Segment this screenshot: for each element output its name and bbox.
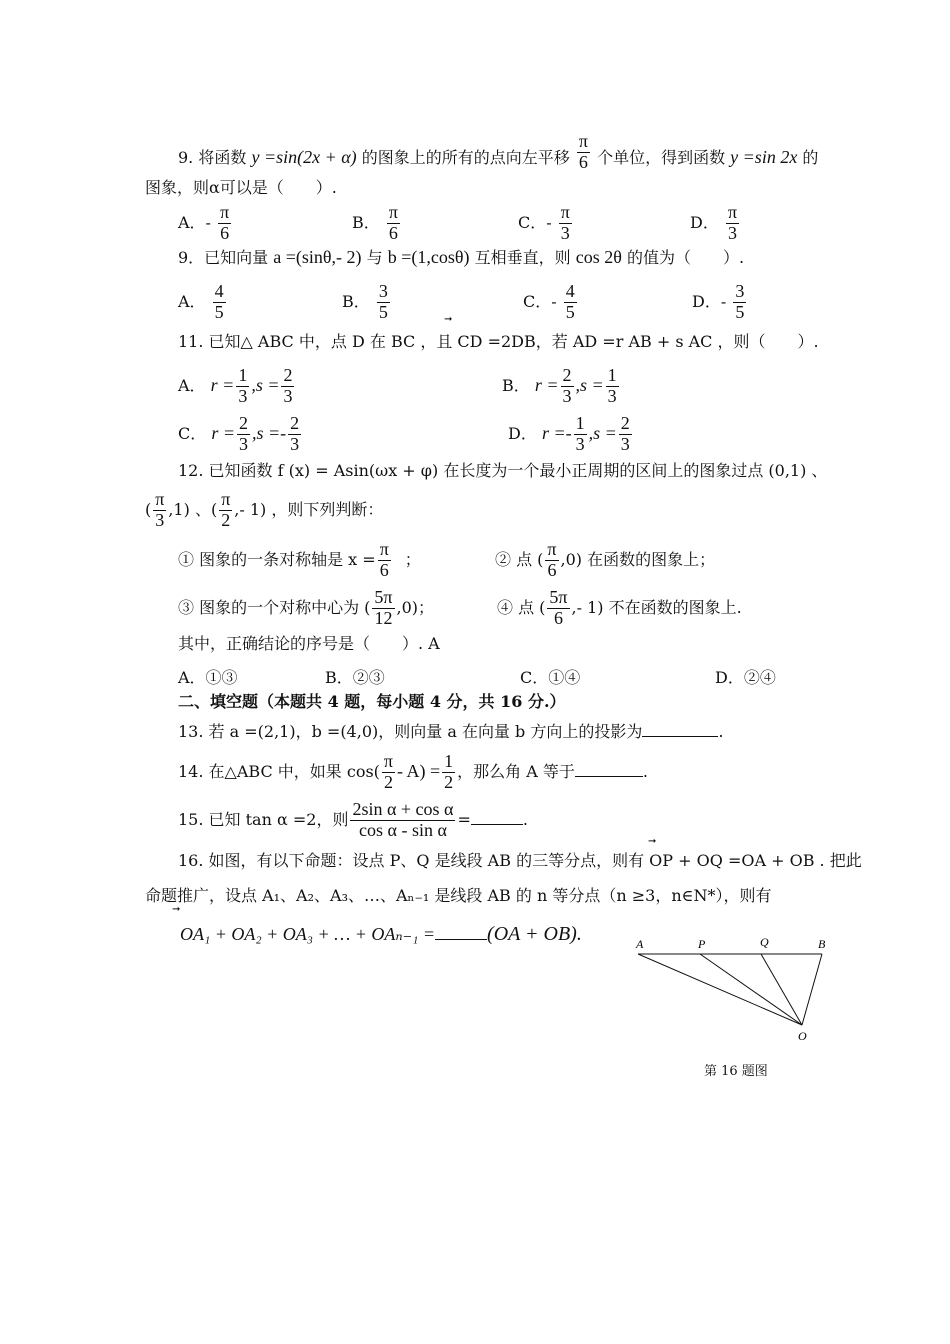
q9b-vec-a: a =(sinθ,- 2) (273, 247, 362, 267)
segment-ao (638, 954, 802, 1025)
figure-16 (630, 932, 860, 1052)
label-b: B (818, 937, 826, 951)
period: . (522, 809, 528, 829)
statement-end: ,0) 在函数的图象上； (560, 549, 716, 569)
q12-statement-3 (178, 588, 434, 629)
frac-den: cos α - sin α (359, 819, 447, 840)
frac-num: 4 (214, 281, 224, 301)
q15-frac (350, 800, 455, 841)
statement-frac (545, 540, 558, 581)
frac-num: π (155, 489, 165, 509)
option-label: D．- (692, 291, 727, 311)
frac-den: 5 (214, 301, 224, 322)
frac-den: 12 (374, 607, 393, 628)
r-label: r = (210, 374, 235, 395)
frac-den: 3 (575, 433, 585, 454)
frac-num: π (220, 202, 230, 222)
frac-den: 5 (735, 301, 745, 322)
statement-text: ④ 点 ( (497, 597, 546, 617)
q9a-option-d[interactable] (690, 203, 741, 244)
answer-blank[interactable] (642, 722, 718, 737)
s-frac (606, 366, 619, 407)
label-o: O (798, 1029, 807, 1043)
q12-option-b[interactable]: B．②③ (325, 668, 385, 687)
frac-num: 2 (562, 365, 572, 385)
q9a-func2: y =sin 2x (730, 146, 798, 167)
q14-frac1 (382, 752, 395, 793)
q9b-prefix: 9．已知向量 (178, 248, 269, 267)
q12-option-d[interactable]: D．②④ (715, 668, 776, 687)
frac-num: 3 (378, 281, 388, 301)
frac-den: 3 (239, 433, 248, 454)
q16-line1: 16. 如图，有以下命题：设点 P、Q 是线段 AB 的三等分点，则有 OP + OQ =OA + OB . 把此 (178, 851, 862, 870)
q16-sum: OA₁ + OA₂ + OA₃ + … + OAₙ₋₁ = (180, 924, 436, 944)
statement-text: ② 点 ( (495, 549, 544, 569)
option-label: B． (352, 212, 380, 232)
q12-option-a[interactable]: A．①③ (178, 668, 238, 687)
period: . (642, 761, 648, 781)
frac-num: 1 (575, 413, 585, 433)
statement-text: ③ 图象的一个对称中心为 ( (178, 597, 371, 617)
q9a-option-c[interactable] (518, 203, 574, 244)
option-frac (559, 203, 572, 244)
statement-end: ,- 1) 不在函数的图象上. (571, 597, 742, 617)
option-frac (218, 203, 231, 244)
q11-option-d[interactable] (508, 414, 634, 455)
frac-den: 6 (379, 559, 389, 580)
option-frac (213, 282, 226, 323)
frac-den: 2 (383, 771, 393, 792)
frac-den: 3 (727, 222, 737, 243)
frac-num: 2 (620, 413, 630, 433)
frac-num: 5π (549, 587, 568, 607)
frac-den: 6 (388, 222, 398, 243)
point1-frac (153, 490, 166, 531)
q9a-line1 (178, 131, 819, 179)
segment-qo (761, 954, 802, 1025)
answer-blank[interactable] (471, 810, 523, 825)
statement-text: ① 图象的一条对称轴是 x = (178, 549, 376, 569)
frac-den: 6 (220, 222, 230, 243)
frac-num: π (383, 751, 394, 771)
q16-end: (OA + OB). (487, 923, 582, 945)
frac-num: 3 (735, 281, 745, 301)
q11-option-c[interactable] (178, 414, 303, 455)
q9b-option-d[interactable] (692, 282, 748, 323)
s-frac (281, 366, 294, 407)
frac-num: π (578, 131, 588, 151)
frac-num: 1 (238, 365, 248, 385)
frac-num: 2 (290, 413, 300, 433)
frac-den: 6 (553, 607, 563, 628)
frac-num: 2 (239, 413, 248, 433)
frac-den: 5 (378, 301, 388, 322)
q9a-mid: 的图象上的所有的点向左平移 (361, 147, 570, 167)
s-frac (288, 414, 301, 455)
q12-statement-1 (178, 540, 421, 581)
option-label: B． (502, 375, 530, 395)
option-frac (377, 282, 390, 323)
q9a-option-b[interactable] (352, 203, 402, 244)
point2-end: ,- 1) ，则下列判断： (234, 499, 384, 519)
q15-end: = (457, 809, 471, 829)
vector-arrow-icon: ➞ (444, 314, 453, 325)
q9b-mid: 与 (366, 248, 383, 267)
frac-num: 2 (283, 365, 293, 385)
s-label: ,s =- (252, 422, 287, 443)
s-label: ,s = (251, 374, 280, 395)
q16-line3 (180, 924, 582, 944)
r-frac (561, 366, 574, 407)
point1-end: ,1) 、( (168, 499, 218, 519)
label-a: A (636, 937, 644, 951)
option-label: A．- (178, 212, 211, 232)
frac-num: 5π (374, 587, 393, 607)
q14-end: ，那么角 A 等于 (457, 761, 575, 781)
q13-line (178, 722, 723, 740)
answer-blank[interactable] (435, 925, 487, 940)
frac-den: 3 (283, 385, 293, 406)
q12-line1: 12. 已知函数 f (x) = Asin(ωx + φ) 在长度为一个最小正周期的区间上的图象过点 (0,1) 、 (178, 461, 828, 480)
frac-num: π (727, 202, 738, 222)
q9a-end: 的 (802, 147, 819, 167)
q15-line (178, 800, 528, 841)
option-frac (726, 203, 739, 244)
vector-arrow-icon: ➞ (648, 836, 657, 847)
frac-den: 5 (565, 301, 575, 322)
q16-line2: 命题推广，设点 A₁、A₂、A₃、…、Aₙ₋₁ 是线段 AB 的 n 等分点（n ≥3，n∈N*），则有 (145, 886, 772, 905)
option-label: C． (178, 423, 207, 443)
label-q: Q (760, 935, 769, 949)
q9b-option-c[interactable] (523, 282, 579, 323)
option-label: A． (178, 375, 206, 395)
frac-num: 1 (444, 751, 454, 771)
r-label: r = (534, 374, 559, 395)
frac-num: π (221, 489, 231, 509)
q9a-line2: 图象，则α可以是（ ）. (145, 178, 337, 197)
frac-den: 3 (560, 222, 570, 243)
frac-den: 6 (547, 559, 557, 580)
q11-option-b[interactable] (502, 366, 621, 407)
label-p: P (698, 937, 706, 951)
frac-den: 6 (578, 151, 588, 172)
statement-frac (372, 588, 394, 629)
option-frac (733, 282, 746, 323)
section-heading: 二、填空题（本题共 4 题，每小题 4 分，共 16 分.） (178, 692, 566, 711)
statement-end: ； (404, 549, 421, 569)
statement-end: ,0)； (396, 597, 435, 617)
q12-line2 (145, 490, 383, 531)
q12-ask: 其中，正确结论的序号是（ ）. A (178, 634, 440, 653)
option-label: D． (508, 423, 537, 443)
frac-den: 3 (238, 385, 248, 406)
q9b-option-b[interactable] (342, 282, 392, 323)
statement-frac (378, 540, 391, 581)
point2-frac (219, 490, 232, 531)
s-label: ,s = (575, 374, 604, 395)
frac-num: π (379, 539, 389, 559)
q15-pre: 15. 已知 tan α =2，则 (178, 809, 349, 829)
q9a-prefix: 9. 将函数 (178, 147, 247, 167)
frac-num: π (388, 202, 398, 222)
q13-text: 13. 若 a =(2,1)，b =(4,0)，则向量 a 在向量 b 方向上的投影为 (178, 722, 643, 741)
frac-den: 2 (444, 771, 454, 792)
option-frac (564, 282, 577, 323)
q11-option-a[interactable] (178, 366, 296, 407)
q9a-func1: y =sin(2x + α) (251, 146, 357, 167)
q14-line (178, 752, 648, 793)
s-label: ,s = (588, 422, 617, 443)
r-frac (574, 414, 587, 455)
frac-num: 4 (565, 281, 575, 301)
frac-den: 3 (562, 385, 572, 406)
frac-den: 2 (221, 509, 231, 530)
q12-statement-2 (495, 540, 715, 581)
q9a-mid2: 个单位，得到函数 (597, 147, 726, 167)
frac-den: 3 (607, 385, 617, 406)
q12-option-c[interactable]: C．①④ (520, 668, 581, 687)
q14-mid: - A) = (397, 760, 441, 781)
statement-frac (547, 588, 569, 629)
frac-den: 3 (155, 509, 165, 530)
q9b-expr: cos 2θ (575, 247, 622, 267)
answer-blank[interactable] (575, 762, 643, 777)
q9b-mid2: 互相垂直，则 (474, 248, 571, 267)
segment-bo (802, 954, 822, 1025)
r-label: r =- (541, 422, 572, 443)
frac-den: 3 (620, 433, 630, 454)
q9b-end: 的值为（ ）. (626, 248, 745, 267)
frac-den: 3 (290, 433, 300, 454)
q9b-vec-b: b =(1,cosθ) (387, 247, 470, 267)
r-frac (236, 366, 249, 407)
q14-frac2 (442, 752, 455, 793)
q9a-shift-frac (577, 132, 590, 173)
option-label: D． (690, 212, 719, 232)
frac-num: 1 (607, 365, 617, 385)
r-label: r = (211, 422, 235, 443)
q9b-line1 (178, 248, 744, 266)
frac-num: 2sin α + cos α (352, 799, 454, 819)
q9b-option-a[interactable] (178, 282, 228, 323)
r-frac (237, 414, 250, 455)
open-paren: ( (145, 499, 152, 519)
q12-statement-4 (497, 588, 742, 629)
figure-caption: 第 16 题图 (704, 1064, 768, 1079)
segment-po (700, 954, 802, 1025)
q11-stem: 11. 已知△ ABC 中，点 D 在 BC ，且 CD =2DB，若 AD =r AB + s AC ，则（ ）. (178, 332, 819, 351)
option-frac (387, 203, 400, 244)
option-label: C．- (518, 212, 552, 232)
period: . (718, 722, 724, 741)
option-label: B． (342, 291, 370, 311)
option-label: C．- (523, 291, 557, 311)
option-label: A． (178, 291, 206, 311)
q14-pre: 14. 在△ABC 中，如果 cos( (178, 761, 380, 781)
frac-num: π (560, 202, 570, 222)
vector-arrow-icon: ➞ (172, 904, 181, 915)
frac-num: π (547, 539, 557, 559)
q9a-option-a[interactable] (178, 203, 233, 244)
s-frac (619, 414, 632, 455)
